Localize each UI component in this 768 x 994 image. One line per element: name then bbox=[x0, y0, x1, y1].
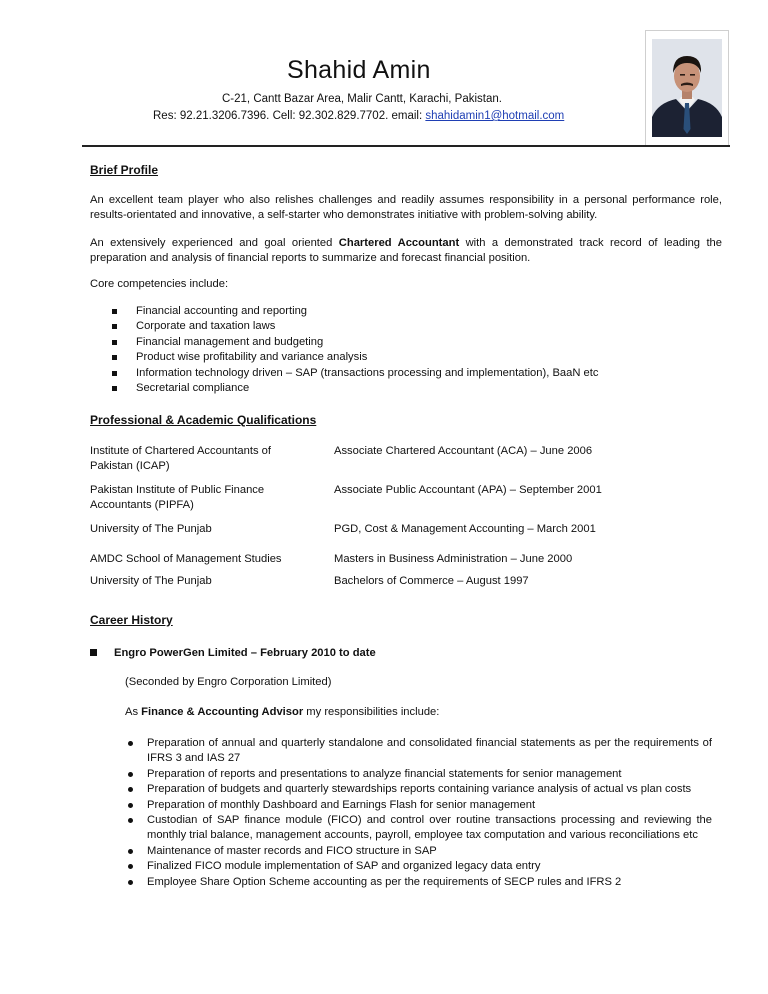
responsibility-item bbox=[128, 736, 712, 767]
competency-item bbox=[110, 381, 598, 396]
responsibility-item bbox=[128, 813, 712, 844]
responsibility-item bbox=[128, 859, 712, 874]
qualification-institution: Institute of Chartered Accountants of Pakistan (ICAP) bbox=[90, 445, 271, 472]
responsibility-text: Preparation of monthly Dashboard and Earnings Flash for senior management bbox=[147, 798, 536, 811]
profile-paragraph-1: An excellent team player who also relishes challenges and readily assumes responsibility in a personal performance role, results-orientated and innovative, a self-starter who demonstrates initiative with problem-solving ability. bbox=[90, 194, 722, 222]
brief-profile-heading: Brief Profile bbox=[90, 163, 159, 177]
competency-text: Product wise profitability and variance analysis bbox=[136, 351, 368, 364]
qualification-award: Associate Public Accountant (APA) – September 2001 bbox=[334, 484, 602, 496]
responsibility-text: Preparation of reports and presentations to analyze financial statements for senior management bbox=[147, 767, 622, 780]
contact-line bbox=[153, 110, 564, 122]
role-line bbox=[125, 706, 439, 718]
round-bullet-icon bbox=[128, 864, 133, 869]
qualification-award: Bachelors of Commerce – August 1997 bbox=[334, 575, 529, 587]
role-prefix: As bbox=[125, 706, 142, 718]
candidate-name: Shahid Amin bbox=[287, 56, 431, 84]
round-bullet-icon bbox=[128, 741, 133, 746]
responsibility-text: Custodian of SAP finance module (FICO) and control over routine transactions processing and reviewing the monthly trial balance, management accounts, payroll, employee tax computation and various reconciliations etc bbox=[147, 814, 712, 842]
square-bullet-icon bbox=[112, 371, 117, 376]
qualification-institution: University of The Punjab bbox=[90, 575, 212, 587]
competency-text: Secretarial compliance bbox=[136, 382, 250, 395]
header-divider bbox=[82, 145, 730, 147]
responsibility-item bbox=[128, 798, 712, 813]
responsibility-item bbox=[128, 844, 712, 859]
role-suffix: my responsibilities include: bbox=[303, 706, 440, 718]
responsibility-item bbox=[128, 767, 712, 782]
qualification-institution: University of The Punjab bbox=[90, 523, 212, 535]
para2-bold-title: Chartered Accountant bbox=[338, 237, 460, 249]
responsibility-text: Maintenance of master records and FICO structure in SAP bbox=[147, 844, 437, 857]
address: C-21, Cantt Bazar Area, Malir Cantt, Karachi, Pakistan. bbox=[222, 93, 502, 105]
round-bullet-icon bbox=[128, 787, 133, 792]
qualification-award: Associate Chartered Accountant (ACA) – June 2006 bbox=[334, 445, 593, 457]
responsibilities-list bbox=[128, 736, 712, 890]
round-bullet-icon bbox=[128, 880, 133, 885]
competency-item bbox=[110, 366, 598, 381]
qualification-award: PGD, Cost & Management Accounting – March 2001 bbox=[334, 523, 596, 535]
qualification-award: Masters in Business Administration – June 2000 bbox=[334, 553, 573, 565]
competency-text: Information technology driven – SAP (transactions processing and implementation), BaaN etc bbox=[136, 366, 599, 379]
responsibility-text: Employee Share Option Scheme accounting as per the requirements of SECP rules and IFRS 2 bbox=[147, 875, 622, 888]
competency-text: Financial accounting and reporting bbox=[136, 305, 308, 317]
profile-photo bbox=[645, 30, 729, 146]
profile-paragraph-2 bbox=[90, 236, 722, 267]
role-title: Finance & Accounting Advisor bbox=[141, 706, 304, 718]
qualification-institution: AMDC School of Management Studies bbox=[90, 553, 282, 565]
career-history-heading: Career History bbox=[90, 613, 173, 627]
qualifications-heading: Professional & Academic Qualifications bbox=[90, 413, 317, 427]
qualification-institution: Pakistan Institute of Public Finance Accountants (PIPFA) bbox=[90, 484, 265, 511]
responsibility-item bbox=[128, 875, 712, 890]
job-title: Engro PowerGen Limited – February 2010 to date bbox=[114, 647, 376, 659]
competency-item bbox=[110, 319, 598, 334]
email-link[interactable]: shahidamin1@hotmail.com bbox=[425, 110, 565, 122]
responsibility-text: Finalized FICO module implementation of SAP and organized legacy data entry bbox=[147, 860, 541, 873]
para2-text-start: An extensively experienced and goal oriented bbox=[90, 237, 339, 249]
round-bullet-icon bbox=[128, 849, 133, 854]
square-bullet-icon bbox=[112, 355, 117, 360]
square-bullet-icon bbox=[112, 340, 117, 345]
competency-item bbox=[110, 350, 598, 365]
competencies-list bbox=[110, 304, 598, 396]
round-bullet-icon bbox=[128, 818, 133, 823]
round-bullet-icon bbox=[128, 772, 133, 777]
para2-text-end: with a demonstrated track record of leading the preparation and analysis of financial reports to summarize and forecast financial position. bbox=[90, 237, 723, 265]
competency-text: Financial management and budgeting bbox=[136, 335, 324, 348]
square-bullet-icon bbox=[112, 386, 117, 391]
responsibility-text: Preparation of annual and quarterly standalone and consolidated financial statements as per the requirements of IFRS 3 and IAS 27 bbox=[147, 737, 712, 765]
responsibility-text: Preparation of budgets and quarterly stewardships reports containing variance analysis of actual vs plan costs bbox=[147, 783, 692, 796]
round-bullet-icon bbox=[128, 803, 133, 808]
responsibility-item bbox=[128, 782, 712, 797]
competency-text: Corporate and taxation laws bbox=[136, 320, 276, 333]
secondment-note: (Seconded by Engro Corporation Limited) bbox=[125, 676, 332, 688]
competency-item bbox=[110, 304, 598, 319]
competency-item bbox=[110, 335, 598, 350]
square-bullet-icon bbox=[112, 309, 117, 314]
square-bullet-icon bbox=[90, 649, 97, 656]
square-bullet-icon bbox=[112, 324, 117, 329]
competencies-intro: Core competencies include: bbox=[90, 278, 229, 290]
phone-numbers: Res: 92.21.3206.7396. Cell: 92.302.829.7702. email: bbox=[153, 110, 423, 122]
